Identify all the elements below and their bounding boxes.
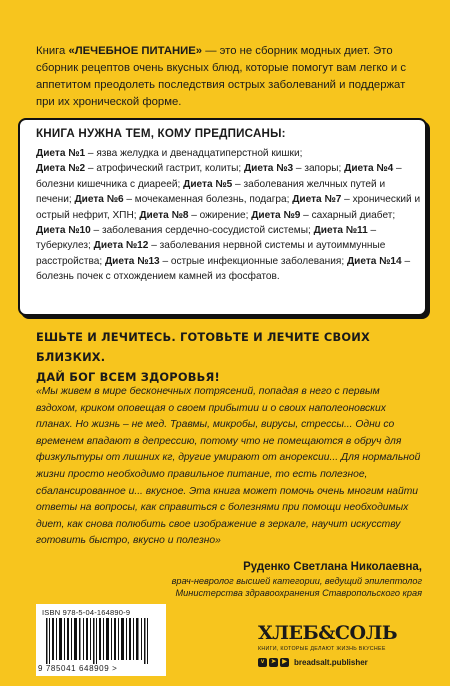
diet-list bbox=[36, 146, 421, 285]
barcode-icon bbox=[46, 618, 156, 664]
diet-desc: – хронический и острый нефрит, ХПН; bbox=[36, 194, 421, 221]
diet-name: Диета №14 bbox=[346, 255, 402, 267]
testimonial-quote: «Мы живем в мире бесконечных потрясений, попадая в него с первым вздохом, криком оповещая о своем прибытии и о своих наполеоновских планах. Но жизнь – не мед. Травмы, микробы, вирусы, стрессы... Одни со временем впадают в депрессию, потому что не помещаются в обруч для физкультуры от лишних кг, другие умирают от анорексии... Для нормальной жизни просто необходимо правильное питание, то есть полезное, сбалансированное и... вкусное. Эта книга может помочь очень многим найти ответы на вопросы, как справиться с болезнями при помощи необходимых диет, как снова полюбить свое изображение в зеркале, научит искусству готовить быстро, вкусно и полезно» bbox=[36, 386, 421, 547]
diet-name: Диета №8 bbox=[139, 209, 189, 221]
diet-name: Диета №12 bbox=[93, 240, 149, 252]
intro-paragraph bbox=[36, 43, 421, 111]
slogan-line-2: ДАЙ БОГ ВСЕМ ЗДОРОВЬЯ! bbox=[36, 370, 220, 384]
barcode-digits: 9 785041 648909 > bbox=[38, 664, 118, 673]
intro-text: — это не сборник модных диет. Это сборник рецептов очень вкусных блюд, которые помогут вам легко и с аппетитом преодолеть последствия острых заболеваний и поддержат при их хронической форме. bbox=[36, 45, 407, 108]
diet-desc: – сахарный диабет; bbox=[300, 209, 396, 221]
diet-name: Диета №6 bbox=[74, 194, 124, 206]
isbn-text: ISBN 978-5-04-164890-9 bbox=[42, 608, 131, 617]
diet-desc: – запоры; bbox=[293, 163, 345, 175]
diet-name: Диета №4 bbox=[344, 163, 394, 175]
diet-desc: – заболевания желчных путей и печени; bbox=[36, 178, 386, 206]
publisher-handle: breadsalt.publisher bbox=[294, 658, 368, 667]
telegram-icon: ➤ bbox=[270, 659, 277, 665]
diet-name: Диета №2 bbox=[36, 163, 86, 175]
diet-desc: – заболевания сердечно-сосудистой системы; bbox=[90, 225, 314, 237]
diet-name: Диета №5 bbox=[183, 178, 233, 190]
slogan bbox=[36, 327, 436, 387]
diet-desc: – язва желудка и двенадцатиперстной кишки; bbox=[85, 148, 303, 159]
diet-desc: – атрофический гастрит, колиты; bbox=[85, 163, 244, 175]
book-title: «ЛЕЧЕБНОЕ ПИТАНИЕ» bbox=[68, 45, 203, 57]
panel-title: КНИГА НУЖНА ТЕМ, КОМУ ПРЕДПИСАНЫ: bbox=[36, 127, 286, 140]
diet-name: Диета №9 bbox=[251, 209, 301, 221]
slogan-line-1: ЕШЬТЕ И ЛЕЧИТЕСЬ. ГОТОВЬТЕ И ЛЕЧИТЕ СВОИХ БЛИЗКИХ. bbox=[36, 330, 370, 364]
author-name: Руденко Светлана Николаевна, bbox=[243, 561, 422, 573]
diet-name: Диета №1 bbox=[36, 148, 86, 159]
diet-desc: – заболевания нервной системы и аутоиммунные расстройства; bbox=[36, 240, 386, 267]
diet-name: Диета №3 bbox=[243, 163, 294, 175]
diet-name: Диета №10 bbox=[36, 225, 91, 237]
publisher-tagline: КНИГИ, КОТОРЫЕ ДЕЛАЮТ ЖИЗНЬ ВКУСНЕЕ bbox=[258, 646, 386, 652]
diet-name: Диета №13 bbox=[104, 255, 160, 267]
diet-name: Диета №7 bbox=[292, 194, 342, 206]
publisher-logo: ХЛЕБ&СОЛЬ bbox=[258, 622, 398, 644]
vk-icon: v bbox=[258, 658, 267, 667]
author-block bbox=[172, 560, 422, 599]
diet-desc: – ожирение; bbox=[188, 209, 252, 221]
diet-desc: – болезнь почек с отхождением камней из фосфатов. bbox=[36, 255, 411, 283]
barcode-box bbox=[36, 604, 166, 676]
social-row bbox=[258, 658, 368, 667]
intro-prefix: Книга bbox=[36, 45, 69, 57]
diet-desc: – болезни кишечника с диареей; bbox=[36, 163, 402, 190]
youtube-icon: ▶ bbox=[280, 658, 289, 667]
author-role-1: врач-невролог высшей категории, ведущий эпилептолог bbox=[171, 576, 422, 586]
diet-name: Диета №11 bbox=[313, 225, 368, 237]
diet-desc: – мочекаменная болезнь, подагра; bbox=[123, 194, 293, 206]
author-role-2: Министерства здравоохранения Ставропольского края bbox=[175, 588, 422, 598]
diet-desc: – острые инфекционные заболевания; bbox=[159, 255, 347, 267]
diet-desc: – туберкулез; bbox=[36, 225, 377, 252]
